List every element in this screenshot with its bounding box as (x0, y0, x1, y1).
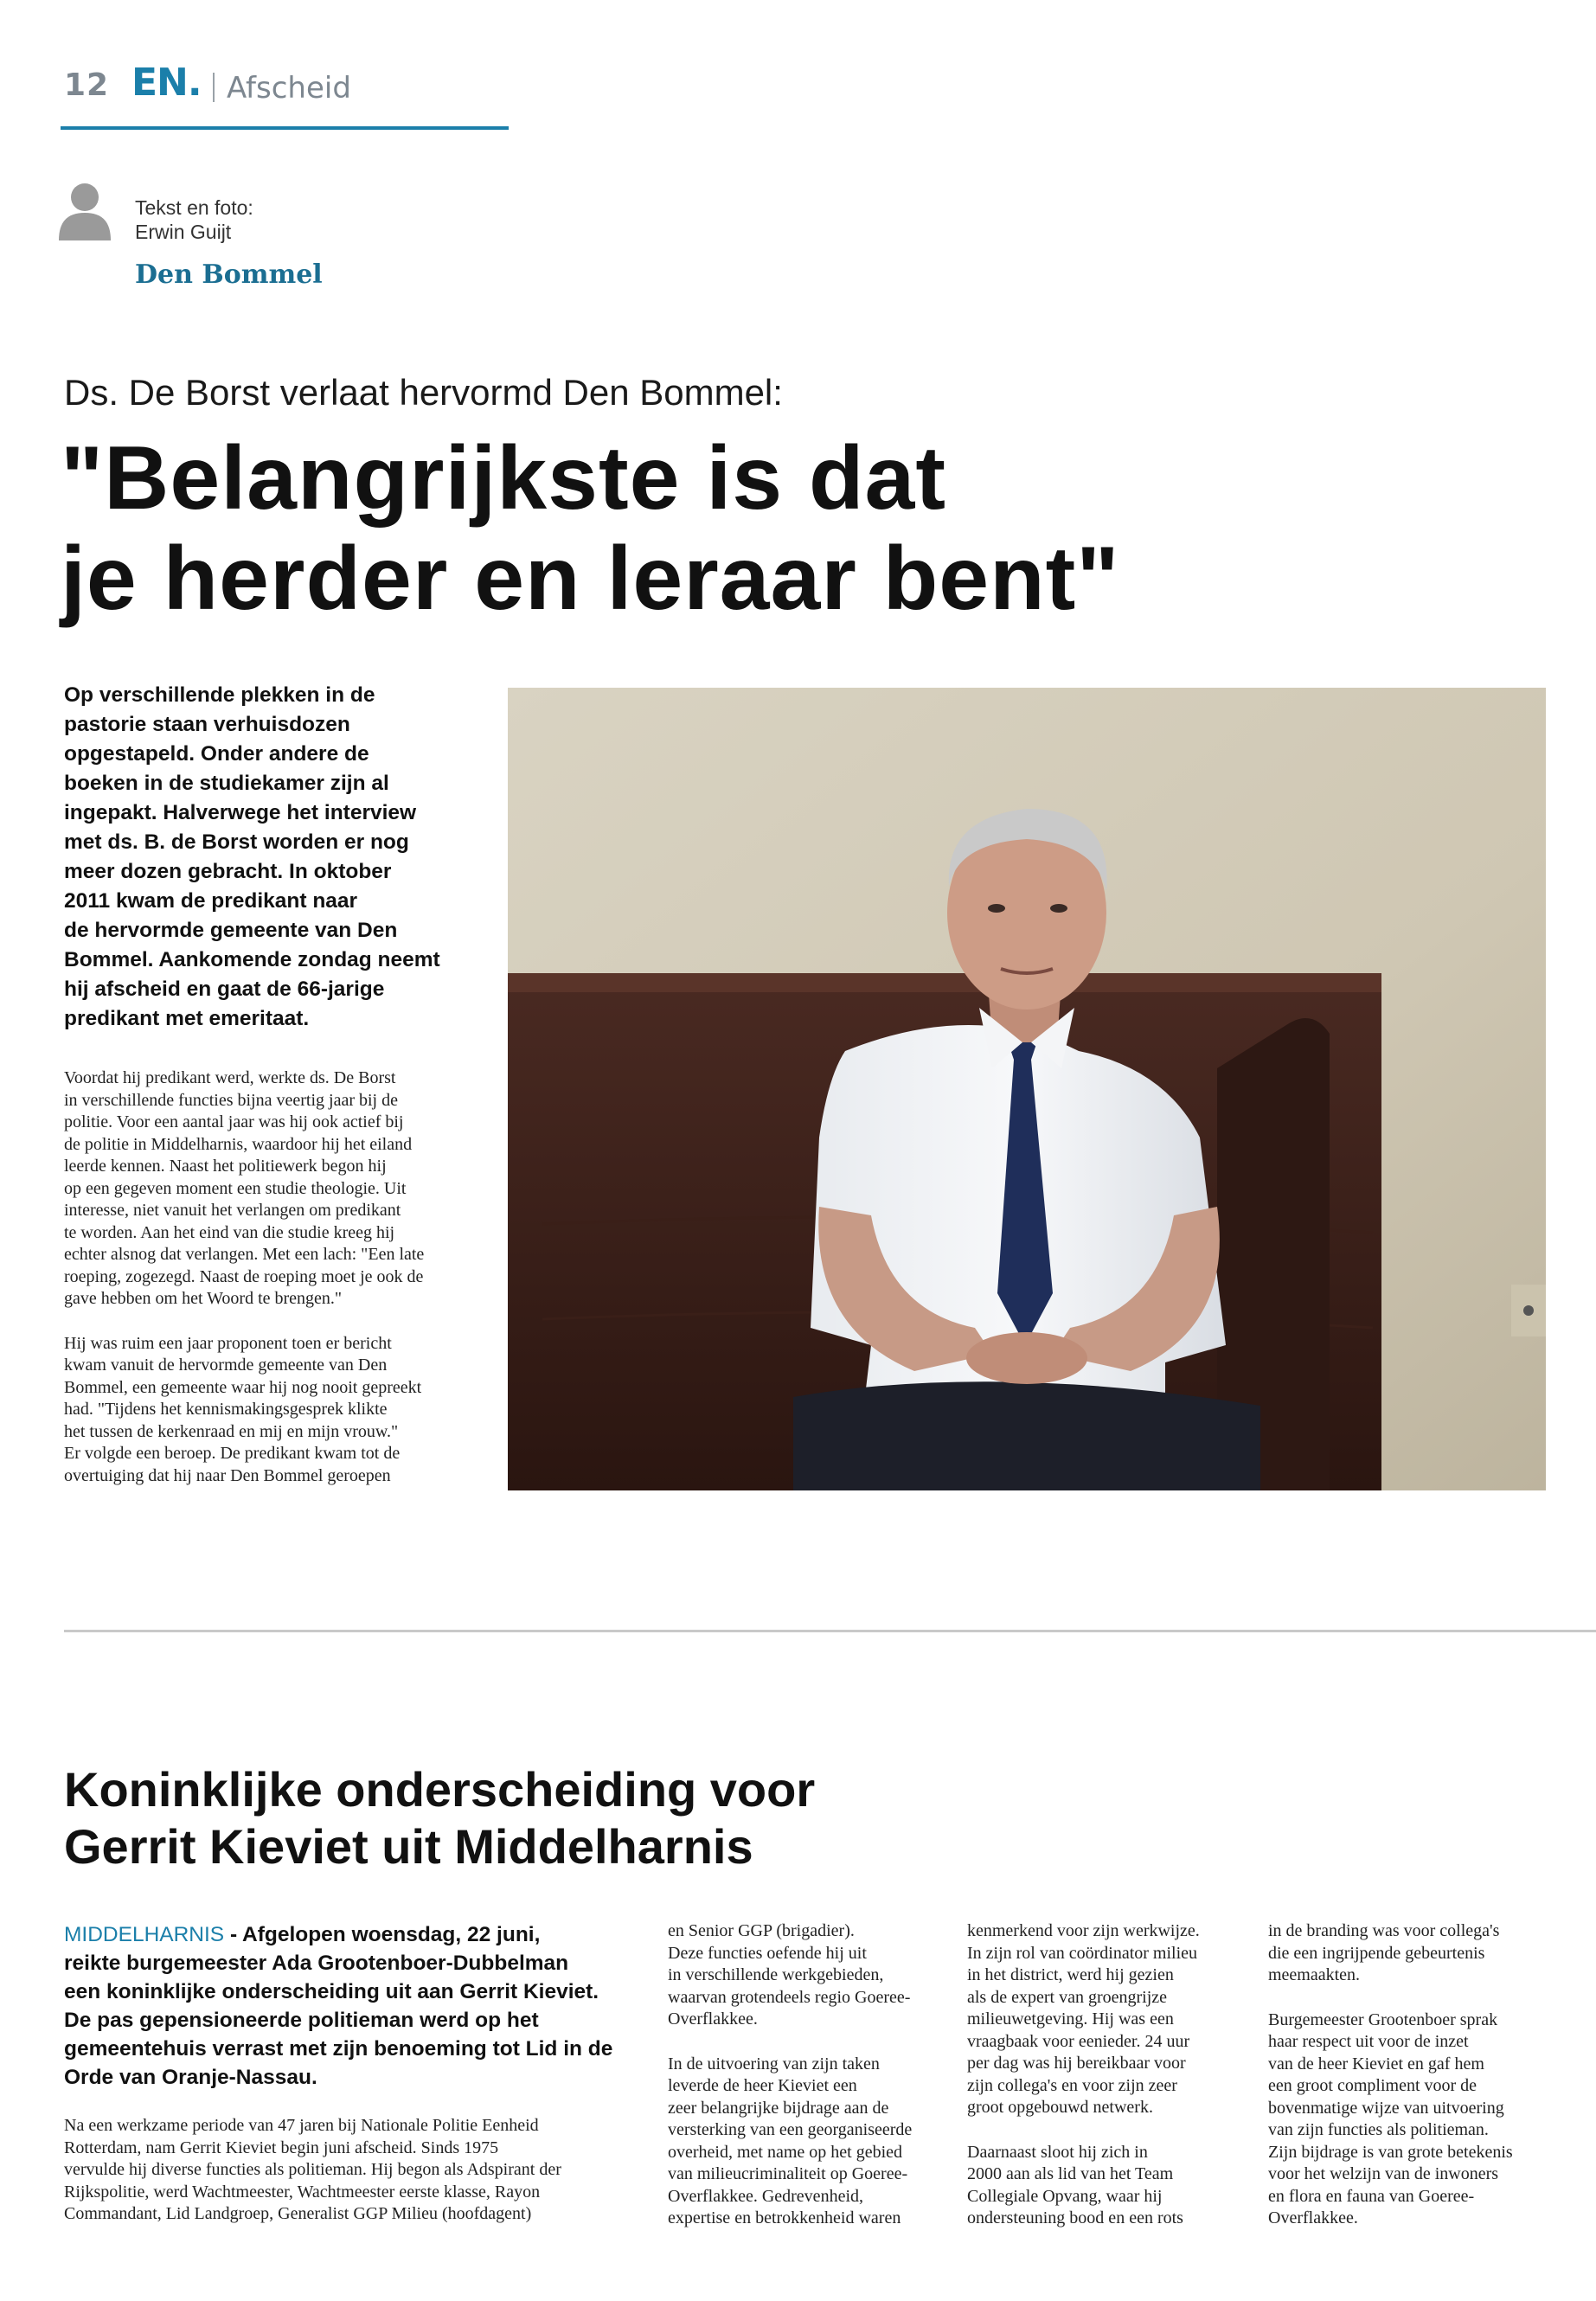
text-line: Voordat hij predikant werd, werkte ds. De Borst (64, 1068, 396, 1087)
article2-lead (64, 1920, 644, 2092)
lead-text: - Afgelopen woensdag, 22 juni, (224, 1923, 541, 1946)
text-line: Orde van Oranje-Nassau. (64, 2066, 317, 2089)
text-line: hij afscheid en gaat de 66-jarige (64, 977, 385, 1001)
text-line: die een ingrijpende gebeurtenis (1268, 1943, 1485, 1963)
header-separator (213, 73, 215, 102)
text-line: Bommel. Aankomende zondag neemt (64, 948, 440, 971)
text-line: van milieucriminaliteit op Goeree- (668, 2164, 908, 2183)
newspaper-logo: EN. (131, 61, 202, 105)
author-avatar-icon (59, 182, 111, 240)
byline-author: Erwin Guijt (135, 221, 232, 243)
text-line: Zijn bijdrage is van grote betekenis (1268, 2142, 1513, 2162)
text-line: meemaakten. (1268, 1965, 1361, 1984)
text-line: kenmerkend voor zijn werkwijze. (967, 1921, 1200, 1940)
text-line: in de branding was voor collega's (1268, 1921, 1500, 1940)
text-line: waarvan grotendeels regio Goeree- (668, 1987, 911, 2007)
text-line: interesse, niet vanuit het verlangen om predikant (64, 1201, 401, 1220)
text-line: reikte burgemeester Ada Grootenboer-Dubbelman (64, 1952, 569, 1975)
text-line: een koninklijke onderscheiding uit aan Gerrit Kieviet. (64, 1980, 599, 2003)
text-line: 2000 aan als lid van het Team (967, 2164, 1174, 2183)
text-line: gave hebben om het Woord te brengen." (64, 1289, 343, 1308)
article2-body-column (668, 1920, 945, 2253)
body-paragraph (64, 1333, 474, 1488)
text-line: zeer belangrijke bijdrage aan de (668, 2098, 889, 2118)
text-line: Er volgde een beroep. De predikant kwam tot de (64, 1444, 401, 1463)
text-line: boeken in de studiekamer zijn al (64, 772, 389, 795)
article-kicker: Ds. De Borst verlaat hervormd Den Bommel: (64, 372, 783, 413)
text-line: met ds. B. de Borst worden er nog (64, 830, 409, 854)
body-paragraph (1268, 2009, 1545, 2230)
article2-body-column (967, 1920, 1244, 2253)
text-line: Overflakkee. (1268, 2208, 1358, 2227)
text-line: politie. Voor een aantal jaar was hij ook actief bij (64, 1112, 404, 1131)
portrait-photo (508, 688, 1546, 1490)
article-headline (61, 428, 1272, 629)
page-number: 12 (64, 67, 110, 103)
text-line: In de uitvoering van zijn taken (668, 2054, 880, 2073)
text-line: de hervormde gemeente van Den (64, 919, 398, 942)
text-line: leverde de heer Kieviet een (668, 2076, 857, 2095)
text-line: Op verschillende plekken in de (64, 683, 375, 707)
body-paragraph (967, 2142, 1244, 2230)
text-line: en flora en fauna van Goeree- (1268, 2186, 1475, 2206)
text-line: pastorie staan verhuisdozen (64, 713, 350, 736)
text-line: Overflakkee. Gedrevenheid, (668, 2186, 863, 2206)
text-line: het tussen de kerkenraad en mij en mijn vrouw." (64, 1421, 399, 1441)
text-line: bovenmatige wijze van uitvoering (1268, 2098, 1504, 2118)
headline-line: Koninklijke onderscheiding voor (64, 1762, 816, 1817)
text-line: had. "Tijdens het kennismakingsgesprek klikte (64, 1400, 388, 1419)
byline-label: Tekst en foto: (135, 196, 253, 219)
headline-line: "Belangrijkste is dat (61, 428, 946, 529)
body-paragraph (1268, 1920, 1545, 1987)
text-line: in verschillende functies bijna veertig jaar bij de (64, 1090, 398, 1110)
text-line: gemeentehuis verrast met zijn benoeming tot Lid in de (64, 2037, 613, 2061)
text-line: in verschillende werkgebieden, (668, 1965, 884, 1984)
text-line: Hij was ruim een jaar proponent toen er bericht (64, 1333, 392, 1353)
text-line: overtuiging dat hij naar Den Bommel geroepen (64, 1465, 391, 1485)
text-line: versterking van een georganiseerde (668, 2120, 913, 2139)
text-line: Daarnaast sloot hij zich in (967, 2142, 1148, 2162)
text-line: op een gegeven moment een studie theologie. Uit (64, 1178, 407, 1198)
body-paragraph (64, 2115, 635, 2226)
body-paragraph (668, 2054, 945, 2230)
text-line: en Senior GGP (brigadier). (668, 1921, 855, 1940)
text-line: predikant met emeritaat. (64, 1007, 310, 1030)
text-line: zijn collega's en voor zijn zeer (967, 2075, 1177, 2095)
text-line (64, 1920, 644, 1949)
dateline: MIDDELHARNIS (64, 1923, 225, 1946)
text-line: De pas gepensioneerde politieman werd op het (64, 2009, 539, 2032)
text-line: voor het welzijn van de inwoners (1268, 2164, 1499, 2183)
text-line: leerde kennen. Naast het politiewerk begon hij (64, 1157, 387, 1176)
article-location: Den Bommel (135, 260, 323, 290)
body-paragraph (967, 1920, 1244, 2119)
text-line: Rijkspolitie, werd Wachtmeester, Wachtmeester eerste klasse, Rayon (64, 2182, 541, 2202)
article2-headline (64, 1761, 1016, 1875)
text-line: vraagbaak voor eenieder. 24 uur (967, 2031, 1190, 2051)
headline-line: je herder en leraar bent" (61, 529, 1120, 629)
text-line: Overflakkee. (668, 2009, 758, 2029)
text-line: Bommel, een gemeente waar hij nog nooit gepreekt (64, 1377, 422, 1397)
text-line: Deze functies oefende hij uit (668, 1943, 867, 1963)
article-body-column (64, 1067, 474, 1509)
text-line: van de heer Kieviet en gaf hem (1268, 2054, 1484, 2073)
article-intro (64, 681, 479, 1034)
text-line: Burgemeester Grootenboer sprak (1268, 2009, 1498, 2029)
text-line: 2011 kwam de predikant naar (64, 889, 358, 913)
text-line: de politie in Middelharnis, waardoor hij het eiland (64, 1134, 413, 1154)
headline-line: Gerrit Kieviet uit Middelharnis (64, 1819, 753, 1874)
text-line: Collegiale Opvang, waar hij (967, 2186, 1163, 2206)
article-divider (64, 1630, 1596, 1632)
text-line: Na een werkzame periode van 47 jaren bij Nationale Politie Eenheid (64, 2116, 539, 2135)
text-line: milieuwetgeving. Hij was een (967, 2009, 1174, 2029)
text-line: een groot compliment voor de (1268, 2076, 1477, 2095)
text-line: van zijn functies als politieman. (1268, 2120, 1489, 2139)
text-line: te worden. Aan het eind van die studie kreeg hij (64, 1222, 395, 1242)
text-line: per dag was hij bereikbaar voor (967, 2054, 1186, 2073)
text-line: roeping, zogezegd. Naast de roeping moet je ook de (64, 1266, 424, 1286)
text-line: meer dozen gebracht. In oktober (64, 860, 392, 883)
text-line: echter alsnog dat verlangen. Met een lach: "Een late (64, 1245, 425, 1264)
article2-body-column (1268, 1920, 1545, 2253)
text-line: haar respect uit voor de inzet (1268, 2032, 1469, 2051)
text-line: expertise en betrokkenheid waren (668, 2208, 901, 2227)
header-rule (61, 126, 509, 130)
text-line: kwam vanuit de hervormde gemeente van Den (64, 1356, 388, 1375)
text-line: Rotterdam, nam Gerrit Kieviet begin juni afscheid. Sinds 1975 (64, 2138, 499, 2157)
section-label: Afscheid (227, 71, 351, 106)
body-paragraph (64, 1067, 474, 1311)
text-line: groot opgebouwd netwerk. (967, 2098, 1153, 2117)
text-line: ondersteuning bood en een rots (967, 2208, 1183, 2227)
text-line: als de expert van groengrijze (967, 1987, 1168, 2007)
text-line: overheid, met name op het gebied (668, 2142, 903, 2162)
text-line: In zijn rol van coördinator milieu (967, 1943, 1198, 1963)
text-line: opgestapeld. Onder andere de (64, 742, 369, 766)
text-line: vervulde hij diverse functies als politieman. Hij begon als Adspirant der (64, 2160, 561, 2179)
text-line: ingepakt. Halverwege het interview (64, 801, 417, 824)
text-line: in het district, werd hij gezien (967, 1965, 1174, 1984)
article2-body-column (64, 2115, 635, 2248)
text-line: Commandant, Lid Landgroep, Generalist GGP Milieu (hoofdagent) (64, 2204, 532, 2223)
body-paragraph (668, 1920, 945, 2031)
